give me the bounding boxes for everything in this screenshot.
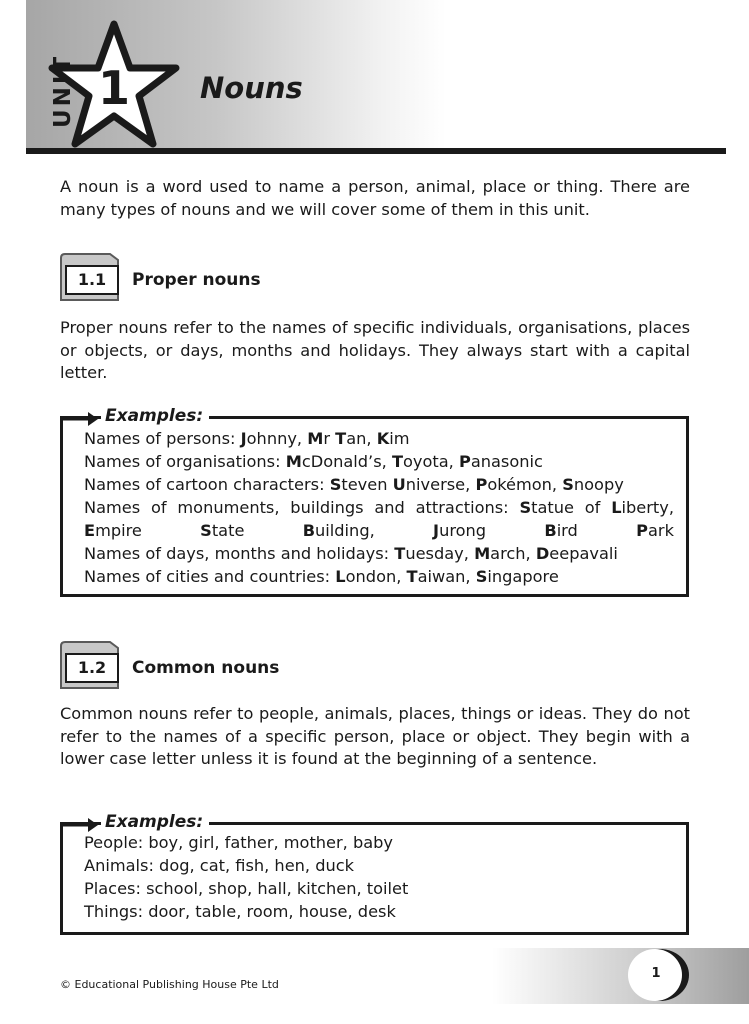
section-tab-1-1 (58, 252, 124, 302)
examples-heading: Examples: (101, 405, 209, 427)
example-line: Names of cartoon characters: Steven Universe, Pokémon, Snoopy (84, 475, 624, 494)
examples-heading: Examples: (101, 811, 209, 833)
examples-box (60, 812, 689, 935)
examples-list (84, 831, 674, 923)
example-line: Things: door, table, room, house, desk (84, 902, 396, 921)
page-title: Nouns (200, 71, 303, 105)
section-number: 1.1 (77, 270, 107, 289)
example-line: Names of persons: Johnny, Mr Tan, Kim (84, 429, 410, 448)
page-number: 1 (651, 966, 661, 981)
section-paragraph: Common nouns refer to people, animals, places, things or ideas. They do not refer to the names of a specific person, place or object. They begin with a lower case letter unless it is found at the beginning of a sentence. (60, 704, 690, 768)
section-title: Proper nouns (132, 270, 261, 290)
unit-number: 1 (97, 61, 130, 115)
example-line: People: boy, girl, father, mother, baby (84, 833, 394, 852)
examples-box (60, 406, 689, 597)
example-line: Names of monuments, buildings and attractions: Statue of Liberty, Empire State Building, Jurong Bird Park (84, 498, 674, 540)
section-number: 1.2 (77, 658, 107, 677)
example-line: Animals: dog, cat, fish, hen, duck (84, 856, 355, 875)
intro-paragraph: A noun is a word used to name a person, animal, place or thing. There are many types of nouns and we will cover some of them in this unit. (60, 177, 690, 219)
arrow-icon (60, 410, 100, 428)
footer-band (492, 948, 749, 1004)
section-paragraph: Proper nouns refer to the names of specific individuals, organisations, places or objects, or days, months and holidays. They always start with a capital letter. (60, 318, 690, 382)
section-title: Common nouns (132, 658, 280, 678)
example-line: Places: school, shop, hall, kitchen, toilet (84, 879, 409, 898)
examples-list (84, 427, 674, 588)
unit-label: UNIT (50, 53, 76, 128)
example-line: Names of cities and countries: London, Taiwan, Singapore (84, 567, 559, 586)
section-tab-1-2 (58, 640, 124, 690)
example-line: Names of days, months and holidays: Tuesday, March, Deepavali (84, 544, 618, 563)
copyright-text: © Educational Publishing House Pte Ltd (60, 978, 279, 991)
example-line: Names of organisations: McDonald’s, Toyota, Panasonic (84, 452, 543, 471)
